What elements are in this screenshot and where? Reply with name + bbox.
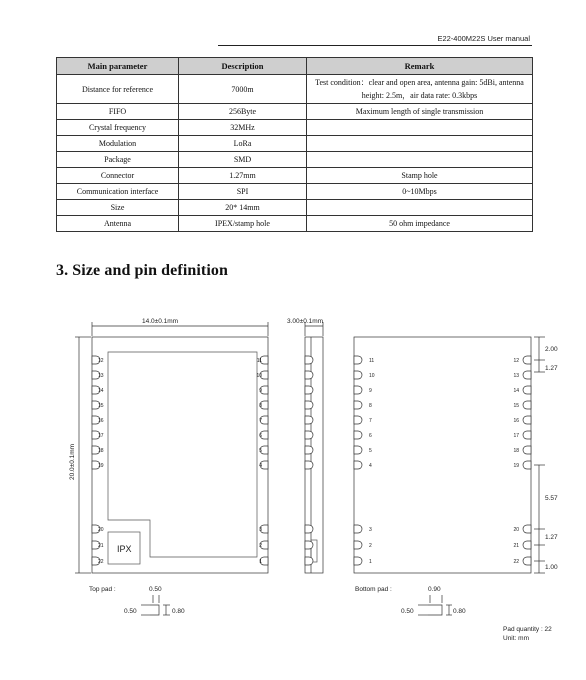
castellated-pad (523, 416, 531, 424)
thickness-dimension-label: 3.00±0.1mm (287, 318, 324, 325)
dimension-label: 2.00 (545, 346, 558, 353)
table-cell: SMD (179, 152, 307, 168)
bottom-pad-height: 0.80 (453, 608, 466, 615)
pin-number: 10 (369, 373, 375, 379)
ipx-label: IPX (117, 544, 132, 554)
bottom-pad-length: 0.50 (401, 608, 414, 615)
table-cell: FIFO (57, 104, 179, 120)
table-row (57, 75, 533, 104)
pin-number: 8 (369, 403, 372, 409)
table-header-cell: Description (179, 58, 307, 75)
castellated-pad (305, 371, 313, 379)
castellated-pad (305, 416, 313, 424)
unit-label: Unit: mm (503, 635, 529, 642)
table-cell: 50 ohm impedance (307, 216, 533, 232)
table-cell: 0~10Mbps (307, 184, 533, 200)
pin-number: 18 (98, 448, 104, 454)
pin-number: 19 (98, 463, 104, 469)
table-cell: Distance for reference (57, 75, 179, 104)
table-cell (307, 152, 533, 168)
pin-number: 16 (513, 418, 519, 424)
castellated-pad (354, 371, 362, 379)
table-cell: Maximum length of single transmission (307, 104, 533, 120)
castellated-pad (354, 461, 362, 469)
pin-number: 22 (98, 559, 104, 565)
pin-number: 7 (369, 418, 372, 424)
top-pad-height: 0.80 (172, 608, 185, 615)
header-rule (218, 45, 532, 46)
top-pad-length: 0.50 (124, 608, 137, 615)
castellated-pad (305, 461, 313, 469)
table-row (57, 216, 533, 232)
table-cell: SPI (179, 184, 307, 200)
pin-number: 12 (98, 358, 104, 364)
pin-number: 10 (256, 373, 262, 379)
pin-number: 5 (259, 448, 262, 454)
table-cell: Modulation (57, 136, 179, 152)
mechanical-drawing (0, 300, 586, 680)
table-row (57, 120, 533, 136)
pin-number: 14 (513, 388, 519, 394)
table-cell: Test condition：clear and open area, antenna gain: 5dBi, antenna height: 2.5m，air data rate: 0.3kbps (307, 75, 533, 104)
pin-number: 16 (98, 418, 104, 424)
castellated-pad (305, 356, 313, 364)
pin-number: 9 (369, 388, 372, 394)
dimension-label: 1.27 (545, 534, 558, 541)
castellated-pad (354, 386, 362, 394)
pin-number: 7 (259, 418, 262, 424)
pin-number: 1 (369, 559, 372, 565)
pin-number: 1 (259, 559, 262, 565)
pin-number: 5 (369, 448, 372, 454)
pin-number: 13 (513, 373, 519, 379)
table-cell: 256Byte (179, 104, 307, 120)
bottom-pad-label: Bottom pad : (355, 586, 392, 593)
table-cell: Communication interface (57, 184, 179, 200)
pin-number: 14 (98, 388, 104, 394)
pin-number: 20 (98, 527, 104, 533)
pin-number: 2 (369, 543, 372, 549)
table-row (57, 152, 533, 168)
top-pad-symbol (150, 605, 159, 615)
pin-number: 22 (513, 559, 519, 565)
table-cell: IPEX/stamp hole (179, 216, 307, 232)
pin-number: 4 (369, 463, 372, 469)
width-dimension-label: 14.0±0.1mm (142, 318, 179, 325)
castellated-pad (523, 446, 531, 454)
table-cell (307, 120, 533, 136)
table-cell: Crystal frequency (57, 120, 179, 136)
pin-number: 9 (259, 388, 262, 394)
bottom-pad-width: 0.90 (428, 586, 441, 593)
pin-number: 17 (98, 433, 104, 439)
table-cell: 1.27mm (179, 168, 307, 184)
castellated-pad (523, 371, 531, 379)
table-row (57, 168, 533, 184)
castellated-pad (354, 431, 362, 439)
header-title: E22-400M22S User manual (437, 34, 530, 43)
module-bottom-view-outline (354, 337, 531, 573)
pin-number: 8 (259, 403, 262, 409)
pin-number: 19 (513, 463, 519, 469)
section-title: 3. Size and pin definition (56, 262, 228, 279)
castellated-pad (523, 461, 531, 469)
pin-number: 11 (256, 358, 262, 364)
castellated-pad (305, 401, 313, 409)
pin-number: 18 (513, 448, 519, 454)
castellated-pad (305, 557, 313, 565)
castellated-pad (523, 431, 531, 439)
bottom-pad-symbol (428, 605, 442, 615)
table-cell: Connector (57, 168, 179, 184)
castellated-pad (354, 541, 362, 549)
table-cell: 32MHz (179, 120, 307, 136)
pin-number: 20 (513, 527, 519, 533)
castellated-pad (354, 416, 362, 424)
pin-number: 17 (513, 433, 519, 439)
castellated-pad (305, 541, 313, 549)
castellated-pad (523, 525, 531, 533)
castellated-pad (305, 431, 313, 439)
table-header-row (57, 58, 533, 75)
castellated-pad (305, 386, 313, 394)
pin-number: 12 (513, 358, 519, 364)
table-row (57, 184, 533, 200)
height-dimension-label: 20.0±0.1mm (69, 443, 76, 480)
pin-number: 6 (369, 433, 372, 439)
castellated-pad (523, 386, 531, 394)
castellated-pad (523, 541, 531, 549)
castellated-pad (523, 557, 531, 565)
castellated-pad (305, 446, 313, 454)
castellated-pad (354, 525, 362, 533)
top-pad-label: Top pad : (89, 586, 116, 593)
dimension-label: 1.27 (545, 365, 558, 372)
pin-number: 15 (98, 403, 104, 409)
pin-number: 2 (259, 543, 262, 549)
pin-number: 13 (98, 373, 104, 379)
pin-number: 15 (513, 403, 519, 409)
table-cell (307, 200, 533, 216)
pin-number: 3 (369, 527, 372, 533)
castellated-pad (523, 356, 531, 364)
pin-number: 11 (369, 358, 375, 364)
table-row (57, 200, 533, 216)
pin-number: 21 (513, 543, 519, 549)
module-top-view-outline (92, 337, 268, 573)
table-cell (307, 136, 533, 152)
table-cell: 20* 14mm (179, 200, 307, 216)
dimension-label: 5.57 (545, 495, 558, 502)
parameter-table (56, 57, 533, 232)
pin-number: 4 (259, 463, 262, 469)
table-row (57, 104, 533, 120)
top-pad-width: 0.50 (149, 586, 162, 593)
castellated-pad (354, 356, 362, 364)
pin-number: 6 (259, 433, 262, 439)
castellated-pad (354, 446, 362, 454)
table-header-cell: Remark (307, 58, 533, 75)
castellated-pad (354, 557, 362, 565)
table-cell: Antenna (57, 216, 179, 232)
table-cell: LoRa (179, 136, 307, 152)
dimension-label: 1.00 (545, 564, 558, 571)
castellated-pad (523, 401, 531, 409)
table-cell: Stamp hole (307, 168, 533, 184)
table-header-cell: Main parameter (57, 58, 179, 75)
table-cell: 7000m (179, 75, 307, 104)
shield-can-outline (108, 352, 257, 557)
castellated-pad (354, 401, 362, 409)
table-cell: Size (57, 200, 179, 216)
table-cell: Package (57, 152, 179, 168)
pin-number: 21 (98, 543, 104, 549)
pad-quantity: Pad quantity : 22 (503, 626, 552, 633)
pin-number: 3 (259, 527, 262, 533)
table-row (57, 136, 533, 152)
castellated-pad (305, 525, 313, 533)
